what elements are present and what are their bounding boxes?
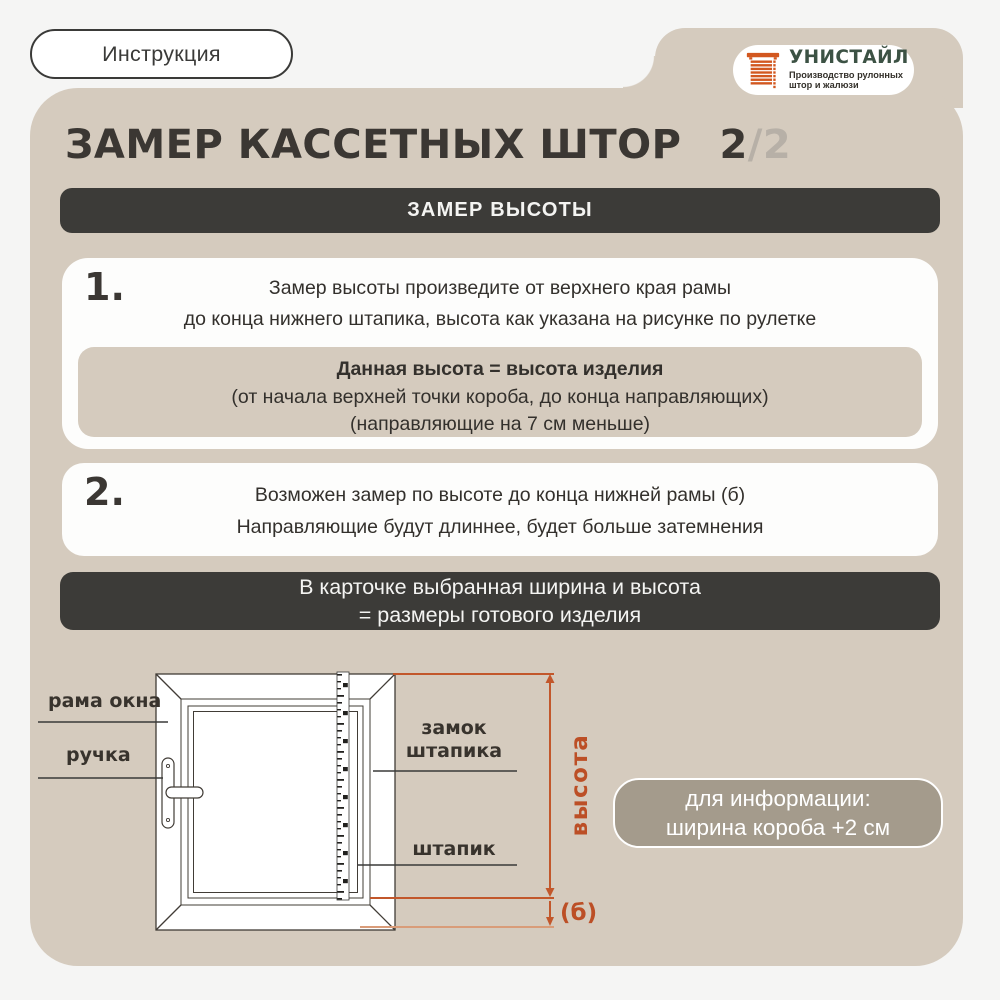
result-banner: В карточке выбранная ширина и высота = размеры готового изделия bbox=[60, 572, 940, 630]
step1-card bbox=[62, 258, 938, 449]
step2-number: 2. bbox=[84, 470, 125, 514]
logo-text-block bbox=[789, 49, 909, 91]
label-height: высота bbox=[567, 733, 593, 837]
label-window-frame: рама окна bbox=[48, 690, 162, 712]
blinds-icon bbox=[744, 50, 782, 90]
step2-text: Возможен замер по высоте до конца нижней рамы (б) Направляющие будут длиннее, будет больше затемнения bbox=[236, 484, 764, 538]
page-counter-total: /2 bbox=[747, 122, 792, 168]
window-frame bbox=[156, 674, 395, 930]
section-banner bbox=[60, 188, 940, 233]
company-logo bbox=[733, 45, 914, 95]
step1-text: Замер высоты произведите от верхнего края рамы до конца нижнего штапика, высота как указана на рисунке по рулетке bbox=[183, 277, 817, 330]
step1-note-box: Данная высота = высота изделия (от начала верхней точки короба, до конца направляющих) (направляющие на 7 см меньше) bbox=[78, 347, 922, 437]
label-bead-lock: замок штапика bbox=[405, 717, 503, 762]
page-title: ЗАМЕР КАССЕТНЫХ ШТОР bbox=[65, 122, 682, 168]
page-title-row bbox=[65, 122, 791, 168]
label-bead: штапик bbox=[412, 838, 496, 860]
instruction-badge bbox=[30, 29, 293, 79]
logo-name: УНИСТАЙЛ bbox=[789, 47, 909, 69]
instruction-badge-label: Инструкция bbox=[102, 41, 221, 66]
page-counter-current: 2 bbox=[719, 122, 748, 168]
label-bottom-mark: (б) bbox=[560, 900, 598, 926]
step2-card bbox=[62, 463, 938, 556]
logo-tagline: Производство рулонных штор и жалюзи bbox=[789, 69, 903, 91]
section-banner-label: ЗАМЕР ВЫСОТЫ bbox=[407, 199, 593, 221]
card-tab-fillet bbox=[623, 56, 655, 88]
info-card: для информации: ширина короба +2 см bbox=[613, 778, 943, 848]
step1-note-title: Данная высота = высота изделия bbox=[336, 358, 664, 380]
measuring-tape bbox=[337, 672, 349, 900]
step1-number: 1. bbox=[84, 265, 125, 309]
label-handle: ручка bbox=[66, 744, 131, 766]
